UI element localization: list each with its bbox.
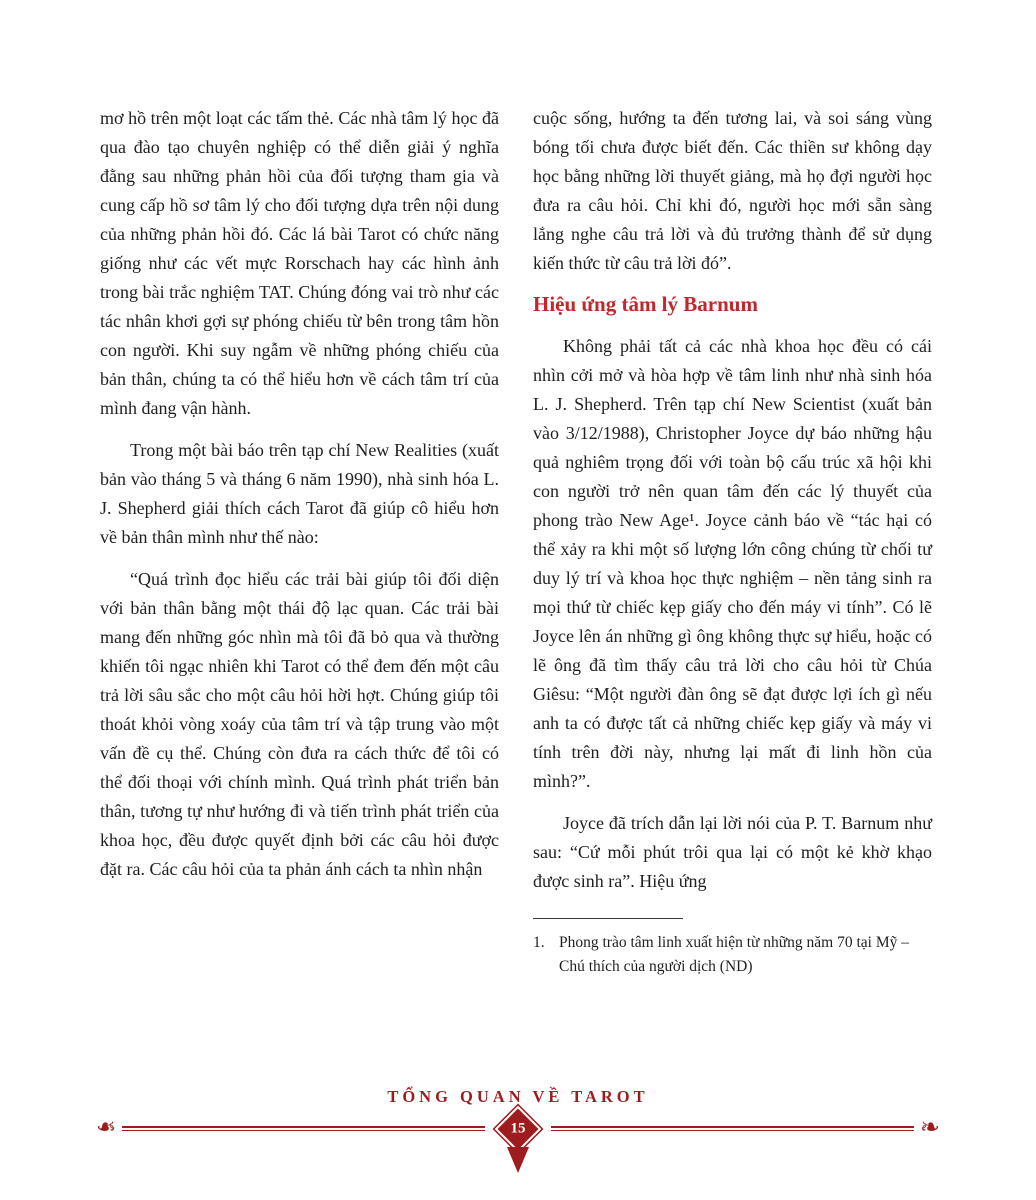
running-title: TỔNG QUAN VỀ TAROT <box>387 1087 649 1106</box>
flourish-left-icon: ❧ <box>96 1115 117 1141</box>
paragraph: Joyce đã trích dẫn lại lời nói của P. T. Barnum như sau: “Cứ mỗi phút trôi qua lại có một kẻ khờ khạo được sinh ra”. Hiệu ứng <box>533 813 932 891</box>
paragraph: mơ hồ trên một loạt các tấm thẻ. Các nhà tâm lý học đã qua đào tạo chuyên nghiệp có thể diễn giải ý nghĩa đằng sau những phản hồi của đối tượng tham gia và cung cấp hồ sơ tâm lý cho đối tượng dựa trên nội dung của những phản hồi đó. Các lá bài Tarot có chức năng giống như các vết mực Rorschach hay các hình ảnh trong bài trắc nghiệm TAT. Chúng đóng vai trò như các tác nhân khơi gợi sự phóng chiếu từ bên trong tâm hồn con người. Khi suy ngẫm về những phóng chiếu của bản thân, chúng ta có thể hiểu hơn về cách tâm trí của mình đang vận hành. <box>100 108 499 418</box>
footnote <box>533 931 932 979</box>
page-number-badge <box>497 1108 538 1149</box>
ornament-rule-right <box>551 1126 914 1131</box>
paragraph: Không phải tất cả các nhà khoa học đều có cái nhìn cởi mở và hòa hợp về tâm linh như nhà sinh hóa L. J. Shepherd. Trên tạp chí New Scientist (xuất bản vào 3/12/1988), Christopher Joyce dự báo những hậu quả nghiêm trọng đối với toàn bộ cấu trúc xã hội khi con người trở nên quan tâm đến các lý thuyết của phong trào New Age¹. Joyce cảnh báo về “tác hại có thể xảy ra khi một số lượng lớn công chúng từ chối tư duy lý trí và khoa học thực nghiệm – nền tảng sinh ra mọi thứ từ chiếc kẹp giấy cho đến máy vi tính”. Có lẽ Joyce lên án những gì ông không thực sự hiểu, hoặc có lẽ ông đã tìm thấy câu trả lời cho câu hỏi từ Chúa Giêsu: “Một người đàn ông sẽ đạt được lợi ích gì nếu anh ta có được tất cả những chiếc kẹp giấy và máy vi tính trên đời này, nhưng lại mất đi linh hồn của mình?”. <box>533 336 932 791</box>
ornament-rule-left <box>122 1126 485 1131</box>
paragraph: cuộc sống, hướng ta đến tương lai, và soi sáng vùng bóng tối chưa được biết đến. Các thiền sư không dạy học bằng những lời thuyết giảng, mà họ đợi người học đưa ra câu hỏi. Chỉ khi đó, người học mới sẵn sàng lắng nghe câu trả lời và đủ trưởng thành để sử dụng kiến thức từ câu trả lời đó”. <box>533 108 932 273</box>
right-column <box>533 104 932 979</box>
page-number: 15 <box>510 1120 526 1137</box>
left-column <box>100 104 499 979</box>
flourish-right-icon: ❧ <box>919 1115 940 1141</box>
emblem-tail-icon <box>507 1147 529 1173</box>
page-footer <box>96 1087 940 1174</box>
page-body <box>100 104 932 979</box>
paragraph: Trong một bài báo trên tạp chí New Realities (xuất bản vào tháng 5 và tháng 6 năm 1990), nhà sinh hóa L. J. Shepherd giải thích cách Tarot đã giúp cô hiểu hơn về bản thân mình như thế nào: <box>100 440 499 547</box>
footnote-marker: 1. <box>533 934 545 951</box>
page-number-emblem <box>491 1116 545 1174</box>
paragraph: “Quá trình đọc hiểu các trải bài giúp tôi đối diện với bản thân bằng một thái độ lạc quan. Các trải bài mang đến những góc nhìn mà tôi đã bỏ qua và thường khiến tôi ngạc nhiên khi Tarot có thể đem đến một câu trả lời sâu sắc cho một câu hỏi hời hợt. Chúng giúp tôi thoát khỏi vòng xoáy của tâm trí và tập trung vào một vấn đề cụ thể. Chúng còn đưa ra cách thức để tôi có thể đối thoại với chính mình. Quá trình phát triển bản thân, tương tự như hướng đi và tiến trình phát triển của khoa học, đều được quyết định bởi các câu hỏi được đặt ra. Các câu hỏi của ta phản ánh cách ta nhìn nhận <box>100 569 499 879</box>
footnote-separator <box>533 918 683 919</box>
footer-ornament <box>96 1116 940 1174</box>
footnote-text: Phong trào tâm linh xuất hiện từ những năm 70 tại Mỹ – Chú thích của người dịch (ND) <box>559 934 910 975</box>
section-heading: Hiệu ứng tâm lý Barnum <box>533 292 758 316</box>
